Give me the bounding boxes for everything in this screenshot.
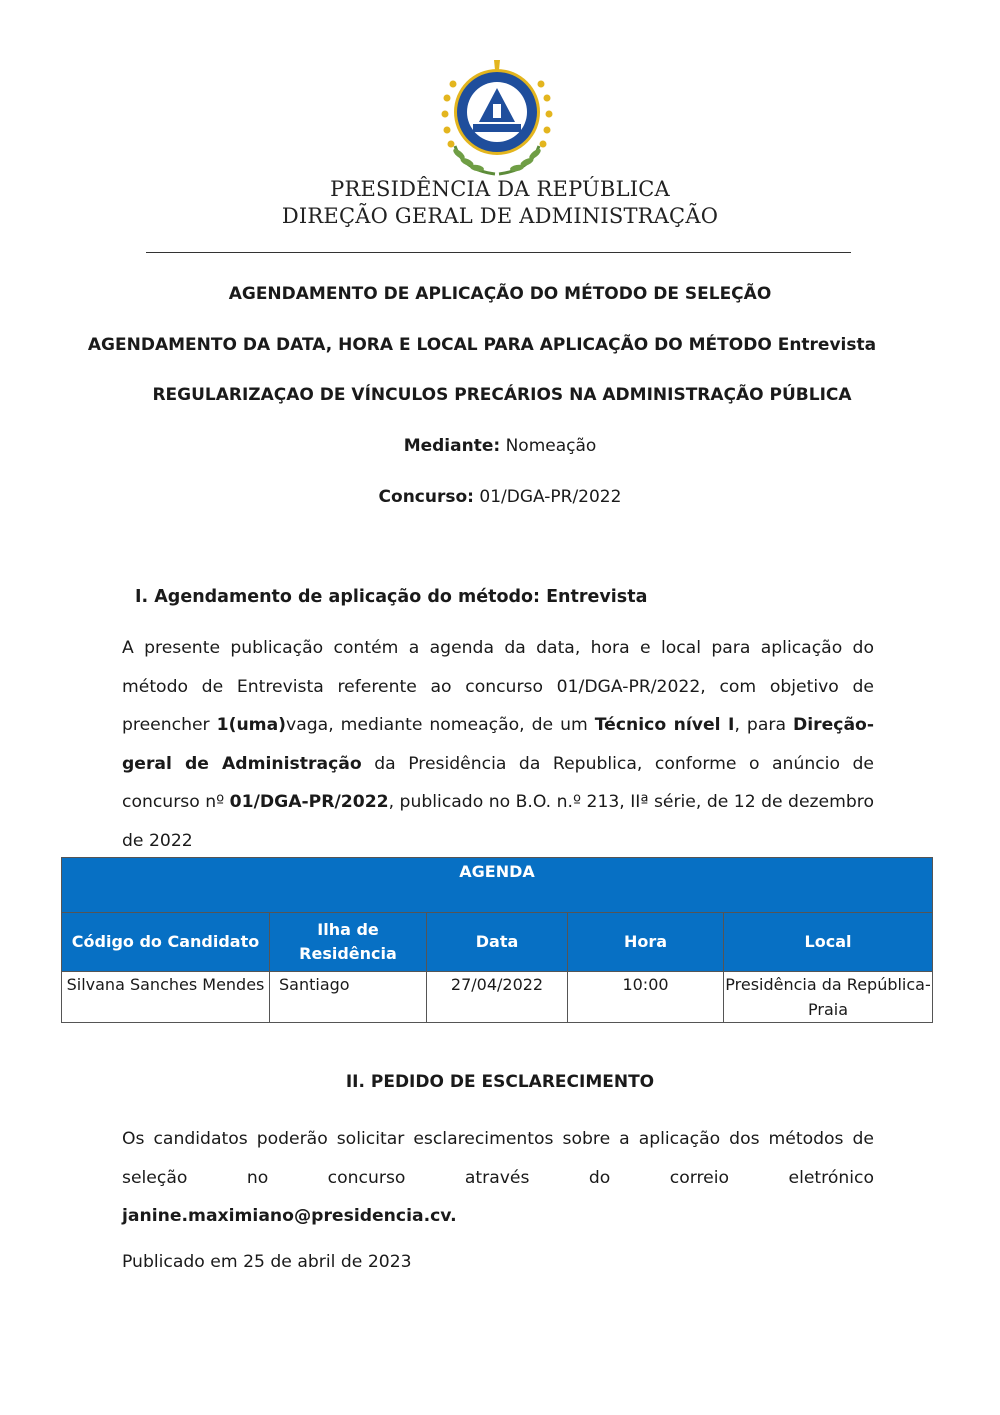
agenda-table	[61, 857, 933, 1023]
document-topic: REGULARIZAÇAO DE VÍNCULOS PRECÁRIOS NA ADMINISTRAÇÃO PÚBLICA	[152, 385, 852, 405]
section-1-paragraph	[122, 629, 874, 861]
column-header-hora: Hora	[568, 913, 724, 972]
vacancy-count: 1(uma)	[216, 715, 287, 736]
concurso-value: 01/DGA-PR/2022	[473, 487, 622, 507]
column-header-candidato: Código do Candidato	[62, 913, 270, 972]
header-line-2: DIREÇÃO GERAL DE ADMINISTRAÇÃO	[281, 204, 719, 228]
job-title: Técnico nível I	[594, 715, 735, 736]
concurso-label: Concurso:	[378, 487, 474, 507]
mediante-value: Nomeação	[500, 436, 597, 456]
paragraph-text-c: vaga, mediante nomeação, de um	[286, 715, 595, 736]
document-title: AGENDAMENTO DE APLICAÇÃO DO MÉTODO DE SELEÇÃO	[228, 284, 772, 304]
concurso-line	[0, 487, 1000, 507]
table-row	[62, 972, 933, 1023]
cell-data: 27/04/2022	[427, 972, 568, 1023]
column-header-data: Data	[427, 913, 568, 972]
paragraph-text-e: , para	[734, 715, 793, 736]
contact-email: janine.maximiano@presidencia.cv.	[122, 1206, 457, 1227]
agenda-title: AGENDA	[62, 858, 933, 913]
paragraph-text-i: , publicado no B.O. n.º 213, IIª série, de 12 de dezembro de 2022	[122, 792, 874, 851]
section-2-heading: II. PEDIDO DE ESCLARECIMENTO	[345, 1072, 655, 1092]
section-2-paragraph	[122, 1120, 874, 1236]
mediante-label: Mediante:	[403, 436, 501, 456]
department-name: Direção-geral de Administração	[122, 715, 875, 774]
cell-hora: 10:00	[568, 972, 724, 1023]
table-header-row	[62, 913, 933, 972]
section-1-heading: I. Agendamento de aplicação do método: Entrevista	[135, 587, 648, 607]
concurso-number: 01/DGA-PR/2022	[229, 792, 389, 813]
cell-candidato: Silvana Sanches Mendes	[62, 972, 270, 1023]
cabo-verde-coat-of-arms-icon	[433, 58, 561, 178]
mediante-line	[0, 436, 1000, 456]
document-subtitle: AGENDAMENTO DA DATA, HORA E LOCAL PARA APLICAÇÃO DO MÉTODO Entrevista	[87, 335, 877, 355]
paragraph-text-g: da Presidência da Republica, conforme o anúncio de concurso nº	[122, 753, 874, 813]
paragraph-text: Os candidatos poderão solicitar esclarecimentos sobre a aplicação dos métodos de seleção no concurso através do correio eletrónico	[122, 1129, 874, 1188]
header-line-1: PRESIDÊNCIA DA REPÚBLICA	[330, 177, 670, 201]
paragraph-text-a: A presente publicação contém a agenda da data, hora e local para aplicação do método de Entrevista referente ao concurso 01/DGA-PR/2022, com objetivo de preencher	[122, 638, 874, 736]
publication-date: Publicado em 25 de abril de 2023	[122, 1252, 412, 1272]
cell-local: Presidência da República- Praia	[724, 972, 933, 1023]
cell-ilha: Santiago	[270, 972, 427, 1023]
header-divider	[146, 252, 851, 253]
column-header-ilha: Ilha de Residência	[270, 913, 427, 972]
column-header-local: Local	[724, 913, 933, 972]
